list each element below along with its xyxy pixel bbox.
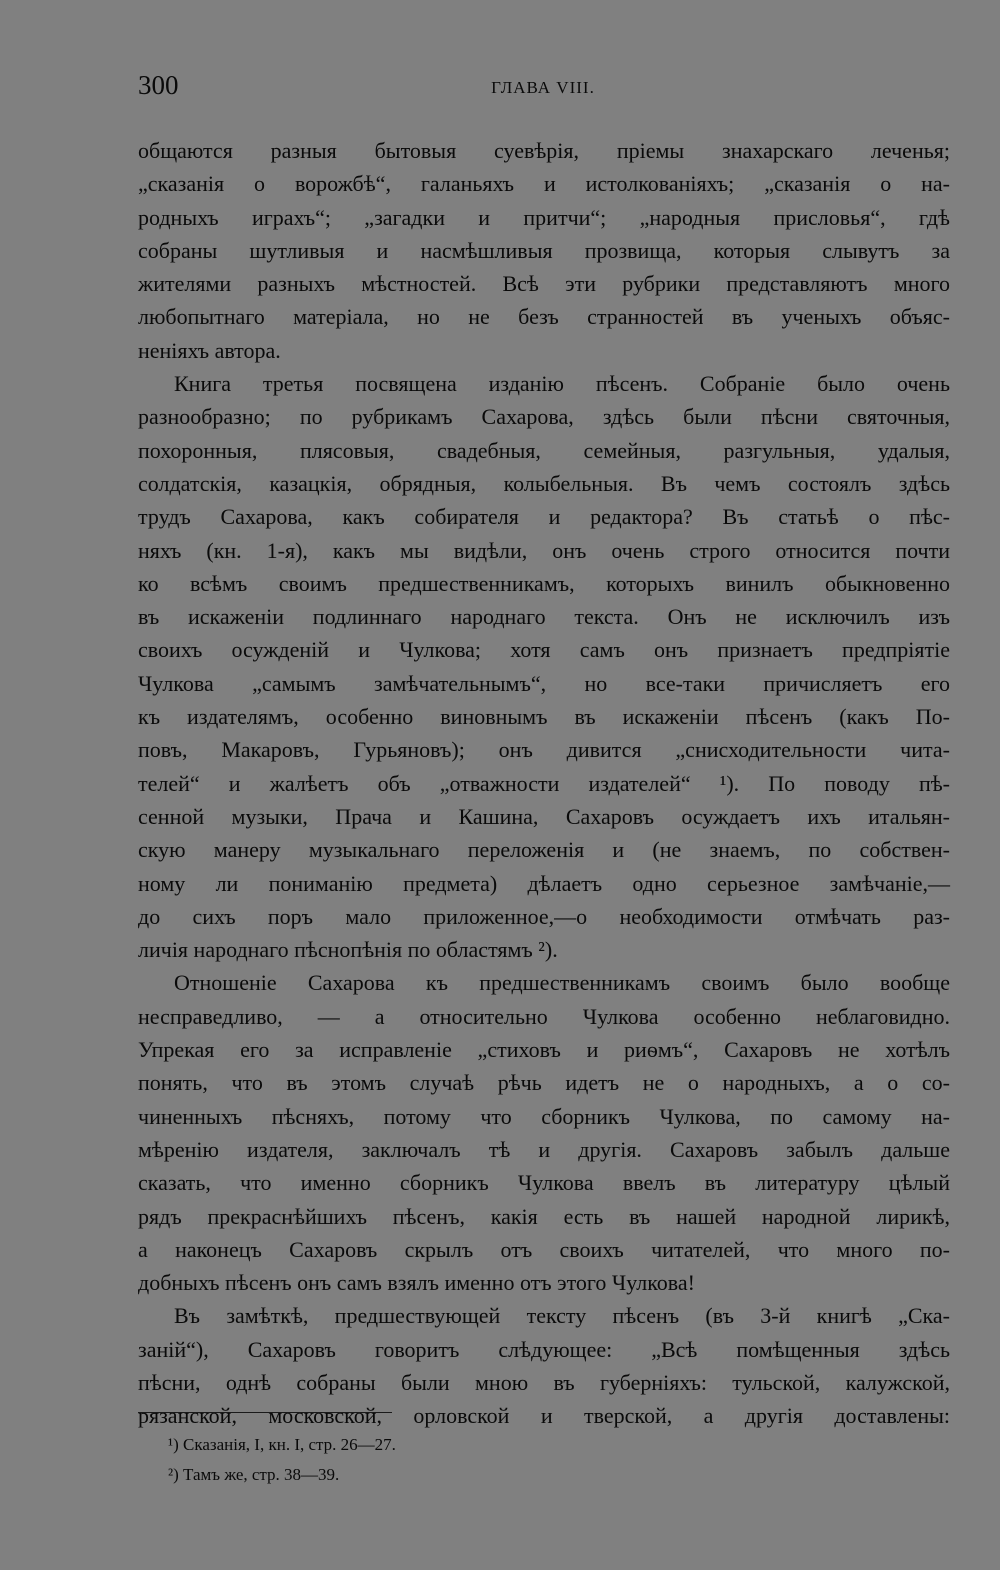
text-line: своихъ осужденій и Чулкова; хотя самъ онъ признаетъ предпріятіе <box>138 637 950 663</box>
footnote-2: ²) Тамъ же, стр. 38—39. <box>168 1465 340 1484</box>
text-line: родныхъ играхъ“; „загадки и притчи“; „народныя присловья“, гдѣ <box>138 204 950 230</box>
text-line: Книга третья посвящена изданію пѣсенъ. Собраніе было очень <box>174 371 950 397</box>
text-line: неніяхъ автора. <box>138 337 281 363</box>
text-line: няхъ (кн. 1-я), какъ мы видѣли, онъ очень строго относится почти <box>138 537 950 563</box>
text-line: Чулкова „самымъ замѣчательнымъ“, но все-таки причисляетъ его <box>138 670 950 696</box>
text-line: сенной музыки, Прача и Кашина, Сахаровъ осуждаетъ ихъ итальян- <box>138 803 950 829</box>
footnote-divider <box>138 1412 392 1413</box>
page-header <box>138 70 948 110</box>
text-line: жителями разныхъ мѣстностей. Всѣ эти рубрики представляютъ много <box>138 271 950 297</box>
body-text <box>138 134 950 1433</box>
text-line: Въ замѣткѣ, предшествующей тексту пѣсенъ (въ 3-й книгѣ „Ска- <box>174 1303 950 1329</box>
text-line: Упрекая его за исправленіе „стиховъ и риѳмъ“, Сахаровъ не хотѣлъ <box>138 1037 950 1063</box>
text-line: „сказанія о ворожбѣ“, галаньяхъ и истолкованіяхъ; „сказанія о на- <box>138 171 950 197</box>
text-line: пѣсни, однѣ собраны были мною въ губерніяхъ: тульской, калужской, <box>138 1369 950 1395</box>
text-line: собраны шутливыя и насмѣшливыя прозвища, которыя слывутъ за <box>138 237 950 263</box>
text-line: Отношеніе Сахарова къ предшественникамъ своимъ было вообще <box>174 970 950 996</box>
text-line: ному ли пониманію предмета) дѣлаетъ одно серьезное замѣчаніе,— <box>138 870 950 896</box>
running-head: ГЛАВА VIII. <box>491 78 595 97</box>
text-line: личія народнаго пѣснопѣнія по областямъ ²). <box>138 937 558 963</box>
footnote-1: ¹) Сказанія, I, кн. I, стр. 26—27. <box>168 1435 396 1454</box>
text-line: чиненныхъ пѣсняхъ, потому что сборникъ Чулкова, по самому на- <box>138 1103 950 1129</box>
text-line: повъ, Макаровъ, Гурьяновъ); онъ дивится „снисходительности чита- <box>138 737 950 763</box>
text-line: трудъ Сахарова, какъ собирателя и редактора? Въ статьѣ о пѣс- <box>138 504 950 530</box>
text-line: солдатскія, казацкія, обрядныя, колыбельныя. Въ чемъ состоялъ здѣсь <box>138 470 950 496</box>
text-line: рядъ прекраснѣйшихъ пѣсенъ, какія есть въ нашей народной лирикѣ, <box>138 1203 950 1229</box>
text-line: скую манеру музыкальнаго переложенія и (не знаемъ, по собствен- <box>138 837 950 863</box>
text-line: въ искаженіи подлиннаго народнаго текста. Онъ не исключилъ изъ <box>138 604 950 630</box>
paragraph-3 <box>138 966 950 1299</box>
text-line: до сихъ поръ мало приложенное,—о необходимости отмѣчать раз- <box>138 903 950 929</box>
text-line: телей“ и жалѣетъ объ „отважности издателей“ ¹). По поводу пѣ- <box>138 770 950 796</box>
text-line: общаются разныя бытовыя суевѣрія, пріемы знахарскаго леченья; <box>138 138 950 163</box>
text-line: заній“), Сахаровъ говоритъ слѣдующее: „Всѣ помѣщенныя здѣсь <box>138 1336 950 1362</box>
text-line: къ издателямъ, особенно виновнымъ въ искаженіи пѣсенъ (какъ По- <box>138 704 950 730</box>
text-line: несправедливо, — а относительно Чулкова особенно неблаговидно. <box>138 1003 950 1029</box>
text-line: любопытнаго матеріала, но не безъ странностей въ ученыхъ объяс- <box>138 304 950 330</box>
text-line: похоронныя, плясовыя, свадебныя, семейныя, разгульныя, удалыя, <box>138 437 950 463</box>
text-line: добныхъ пѣсенъ онъ самъ взялъ именно отъ этого Чулкова! <box>138 1270 695 1296</box>
text-line: а наконецъ Сахаровъ скрылъ отъ своихъ читателей, что много по- <box>138 1236 950 1262</box>
text-line: мѣренію издателя, заключалъ тѣ и другія. Сахаровъ забылъ дальше <box>138 1136 950 1162</box>
text-line: понять, что въ этомъ случаѣ рѣчь идетъ не о народныхъ, а о со- <box>138 1070 950 1096</box>
text-line: рязанской, московской, орловской и тверской, а другія доставлены: <box>138 1403 950 1429</box>
paragraph-2 <box>138 367 950 966</box>
footnotes <box>168 1430 396 1490</box>
text-line: ко всѣмъ своимъ предшественникамъ, которыхъ винилъ обыкновенно <box>138 570 950 596</box>
text-line: разнообразно; по рубрикамъ Сахарова, здѣсь были пѣсни святочныя, <box>138 404 950 430</box>
text-line: сказать, что именно сборникъ Чулкова ввелъ въ литературу цѣлый <box>138 1170 950 1196</box>
paragraph-1 <box>138 134 950 367</box>
page-number: 300 <box>138 70 179 100</box>
